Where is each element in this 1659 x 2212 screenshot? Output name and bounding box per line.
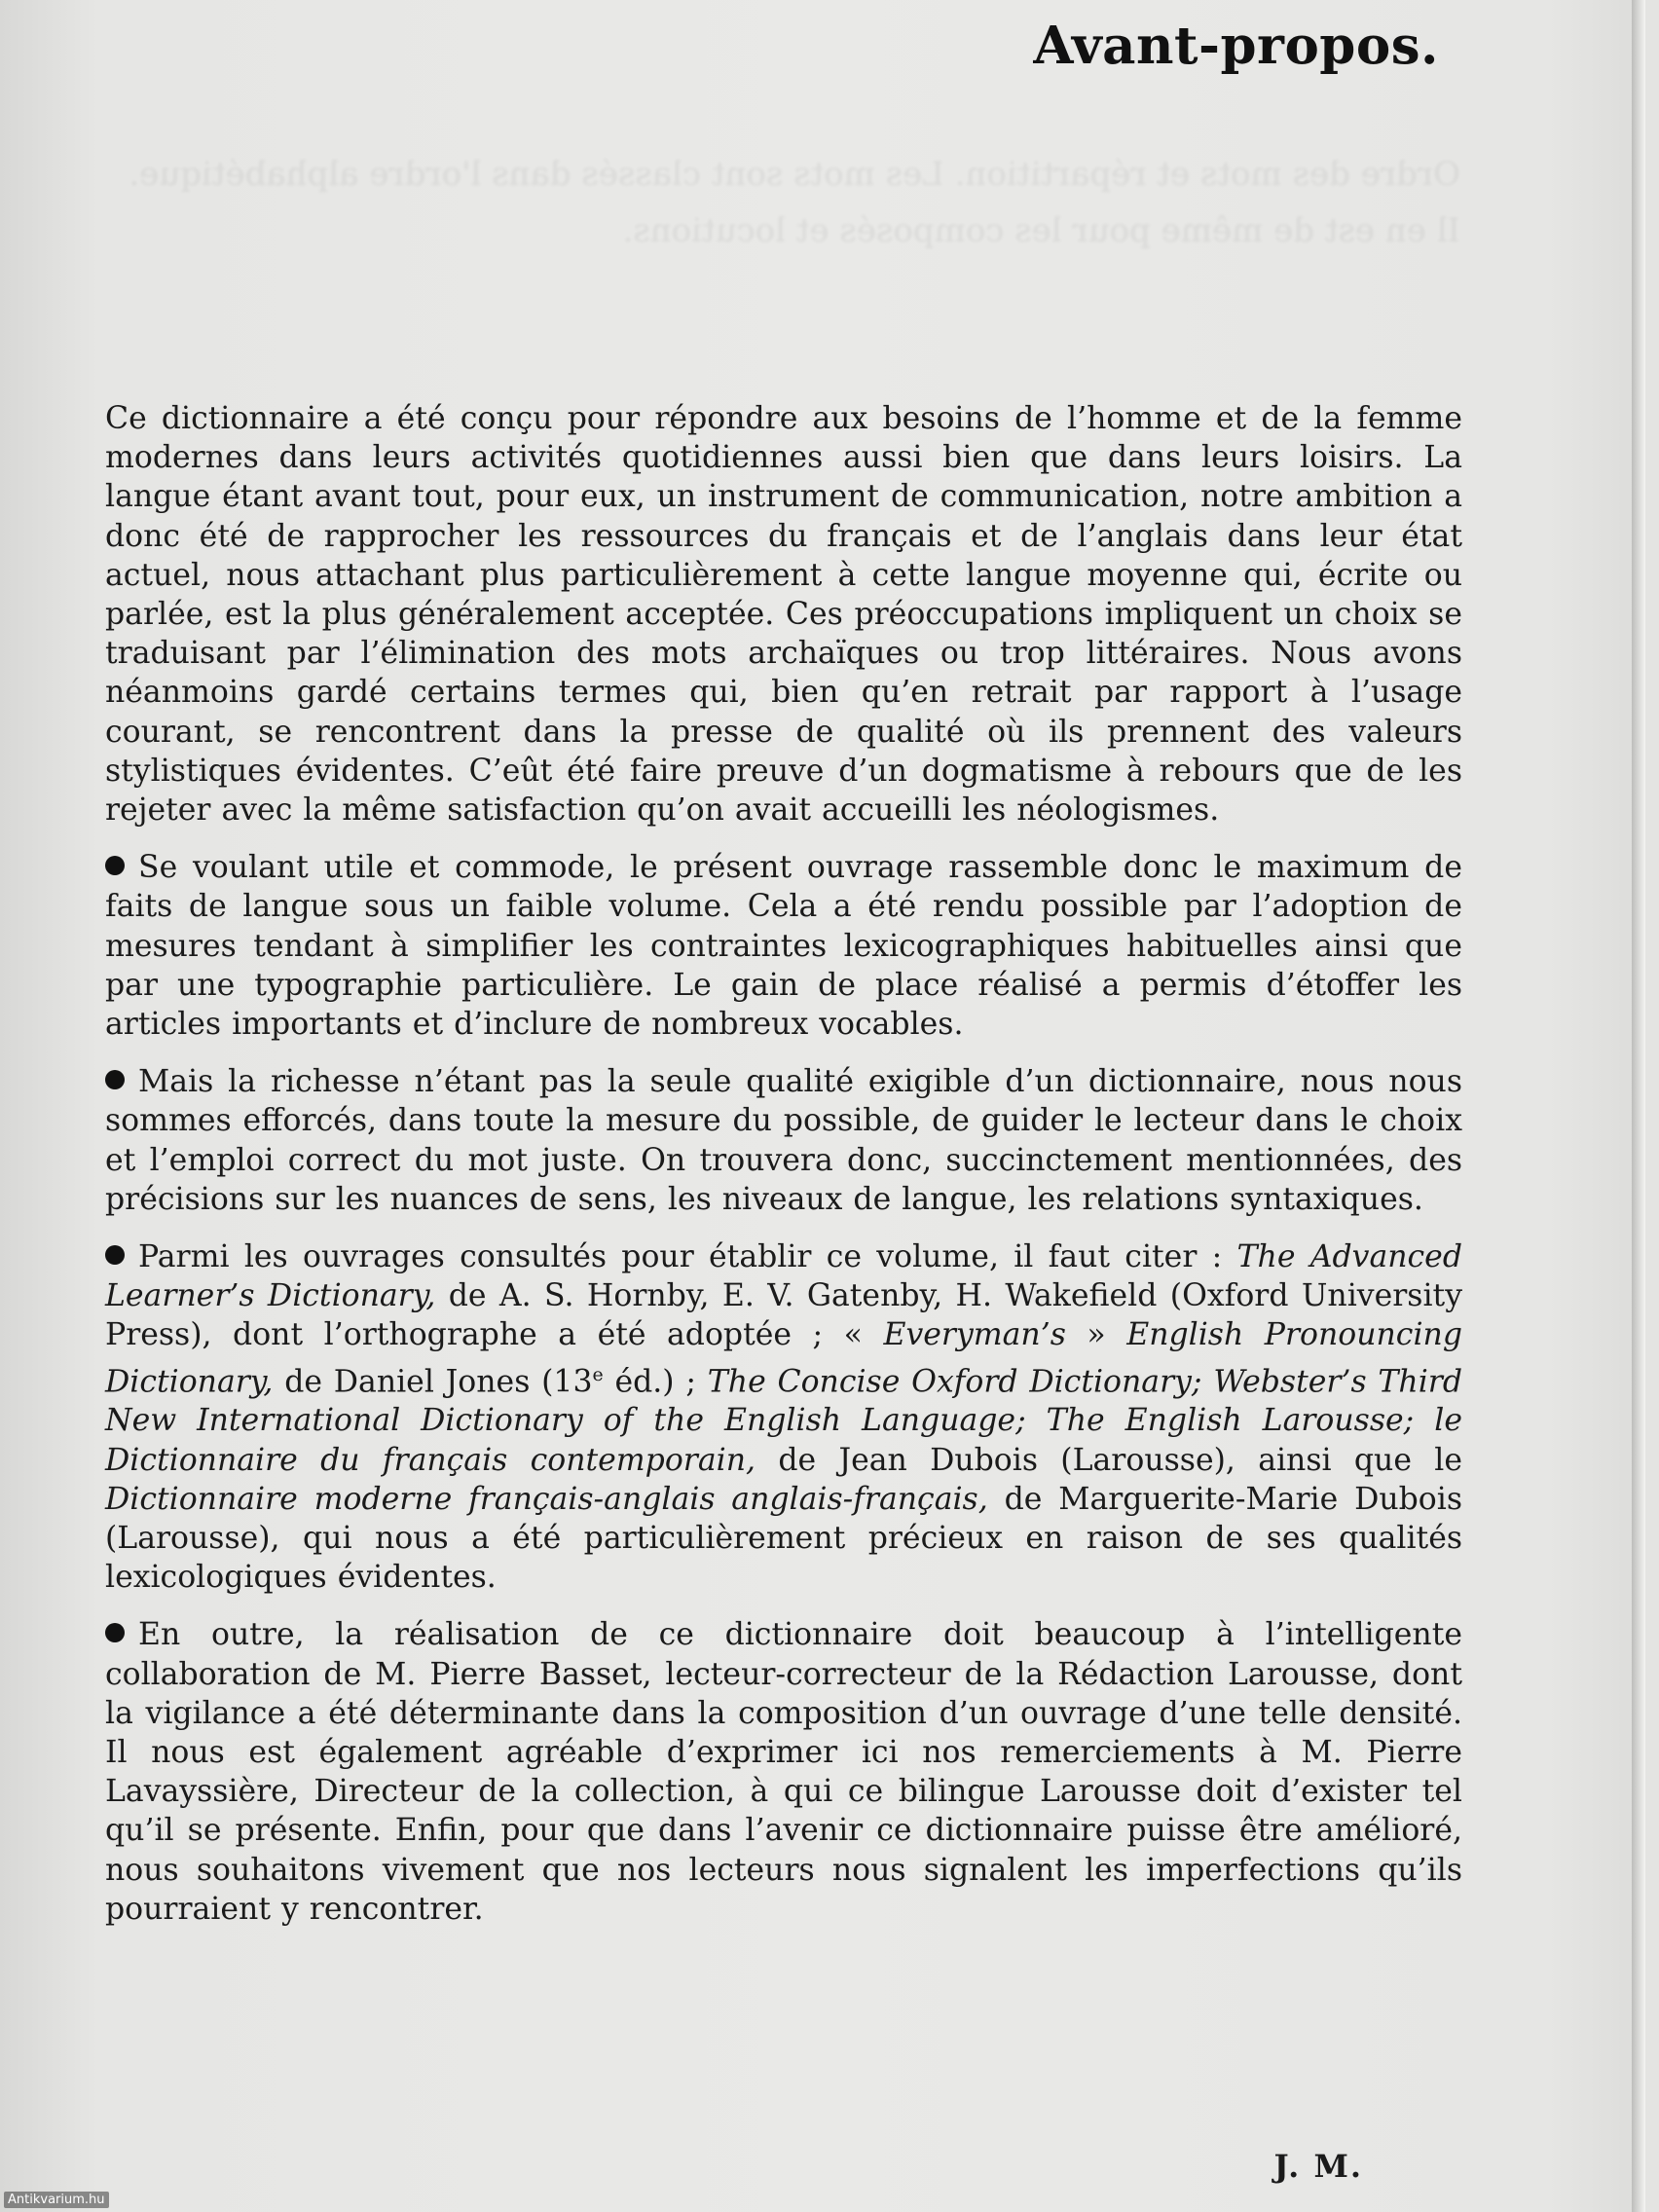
text-segment: Se voulant utile et commode, le présent ouvrage rassemble donc le maximum de faits de langue sous un faible volume. Cela a été rendu possible par l’adoption de mesures tendant à simplifier les contraintes lexicographiques habituelles ainsi que par une typographie particulière. Le gain de place réalisé a permis d’étoffer les articles importants et d’inclure de nombreux vocables. xyxy=(105,850,1462,1043)
text-segment: » xyxy=(1065,1317,1127,1353)
bullet-icon xyxy=(105,1623,125,1642)
author-signature: J. M. xyxy=(1273,2148,1363,2185)
paragraph-2 xyxy=(105,848,1462,1044)
page-edge xyxy=(1632,0,1645,2212)
italic-title-segment: The Advanced Learner’s Dictionary, xyxy=(105,1239,1462,1314)
italic-title-segment: Dictionnaire moderne français-anglais anglais-français, xyxy=(105,1481,988,1517)
paragraph-4 xyxy=(105,1237,1462,1597)
paragraph-1 xyxy=(105,399,1462,830)
paragraph-5 xyxy=(105,1615,1462,1929)
text-segment: Mais la richesse n’étant pas la seule qualité exigible d’un dictionnaire, nous nous sommes efforcés, dans toute la mesure du possible, de guider le lecteur dans le choix et l’emploi correct du mot juste. On trouvera donc, succinctement mentionnées, des précisions sur les nuances de sens, les niveaux de langue, les relations syntaxiques. xyxy=(105,1064,1462,1217)
bullet-icon xyxy=(105,1070,125,1089)
text-segment: e xyxy=(592,1363,604,1385)
watermark: Antikvarium.hu xyxy=(4,2192,109,2208)
text-segment: de Marguerite-Marie Dubois (Larousse), qui nous a été particulièrement précieux en raison de ses qualités lexicologiques évidentes. xyxy=(105,1481,1463,1596)
italic-title-segment: English Pronouncing Dictionary, xyxy=(105,1317,1462,1400)
text-segment: éd.) ; xyxy=(603,1364,708,1400)
text-segment: Ce dictionnaire a été conçu pour répondre aux besoins de l’homme et de la femme modernes dans leurs activités quotidiennes aussi bien que dans leurs loisirs. La langue étant avant tout, pour eux, un instrument de communication, notre ambition a donc été de rapprocher les ressources du français et de l’anglais dans leur état actuel, nous attachant plus particulièrement à cette langue moyenne qui, écrite ou parlée, est la plus généralement acceptée. Ces préoccupations impliquent un choix se traduisant par l’élimination des mots archaïques ou trop littéraires. Nous avons néanmoins gardé certains termes qui, bien qu’en retrait par rapport à l’usage courant, se rencontrent dans la presse de qualité où ils prennent des valeurs stylistiques évidentes. C’eût été faire preuve d’un dogmatisme à rebours que de les rejeter avec la même satisfaction qu’on avait accueilli les néologismes. xyxy=(105,401,1462,829)
text-segment: En outre, la réalisation de ce dictionnaire doit beaucoup à l’intelligente collaboration de M. Pierre Basset, lecteur-correcteur de la Rédaction Larousse, dont la vigilance a été déterminante dans la composition d’un ouvrage d’une telle densité. Il nous est également agréable d’exprimer ici nos remerciements à M. Pierre Lavayssière, Directeur de la collection, à qui ce bilingue Larousse doit d’exister tel qu’il se présente. Enfin, pour que dans l’avenir ce dictionnaire puisse être amélioré, nous souhaitons vivement que nos lecteurs nous signalent les imperfections qu’ils pourraient y rencontrer. xyxy=(105,1617,1462,1927)
text-segment: de Daniel Jones (13 xyxy=(273,1364,593,1400)
text-segment: de Jean Dubois (Larousse), ainsi que le xyxy=(756,1442,1462,1478)
page-title: Avant-propos. xyxy=(1033,16,1439,76)
text-segment: de A. S. Hornby, E. V. Gatenby, H. Wakefield (Oxford University Press), dont l’orthographe a été adoptée ; « xyxy=(105,1278,1462,1353)
italic-title-segment: The Concise Oxford Dictionary; Webster’s Third New International Dictionary of the English Language; The English Larousse; le Dictionnaire du français contemporain, xyxy=(105,1364,1463,1478)
foreword-body xyxy=(105,399,1462,1947)
bullet-icon xyxy=(105,856,125,875)
bleed-through-text: Ordre des mots et répartition. Les mots sont classés dans l'ordre alphabétique. Il en est de même pour les composés et locutions. xyxy=(129,155,1460,250)
bullet-icon xyxy=(105,1245,125,1265)
text-segment: Parmi les ouvrages consultés pour établir ce volume, il faut citer : xyxy=(138,1239,1237,1275)
italic-title-segment: Everyman’s xyxy=(883,1317,1066,1353)
paragraph-3 xyxy=(105,1062,1462,1219)
